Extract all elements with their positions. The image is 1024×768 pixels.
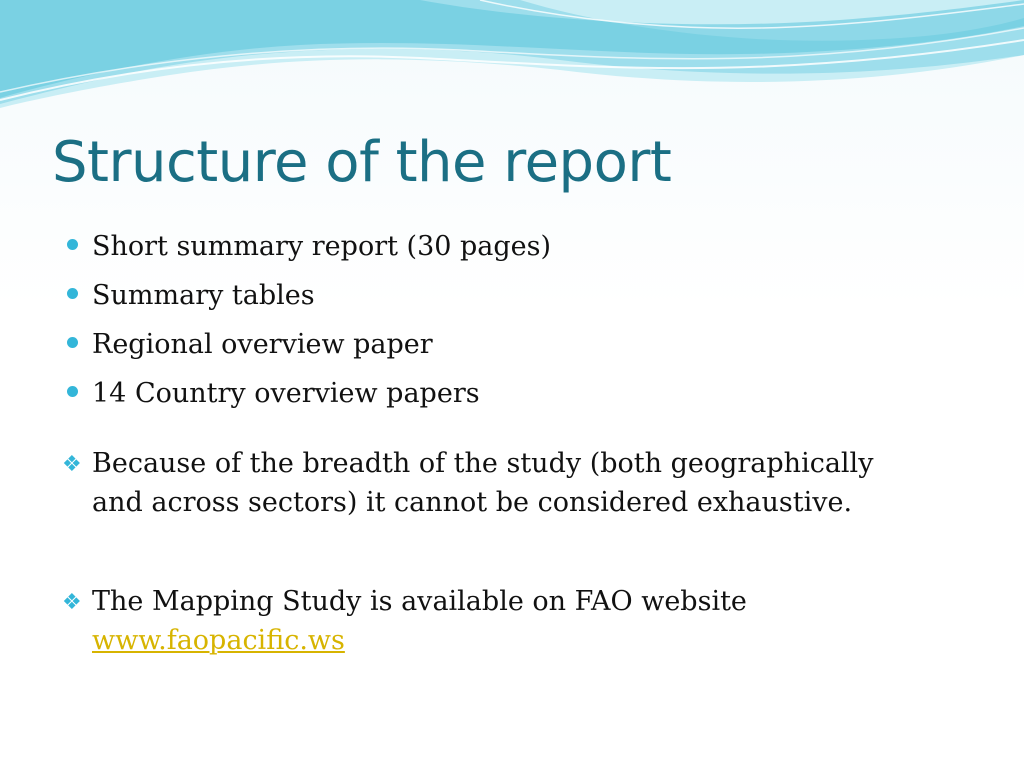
note-item <box>62 582 962 660</box>
fao-website-link[interactable]: www.faopacific.ws <box>92 625 345 656</box>
bullet-item <box>62 369 962 418</box>
bullet-dot-icon <box>67 239 78 250</box>
bullet-item <box>62 222 962 271</box>
bullet-list <box>62 222 962 418</box>
note-text-line: and across sectors) it cannot be considered exhaustive. <box>92 487 853 518</box>
note-text-line: Because of the breadth of the study (both geographically <box>92 448 874 479</box>
bullet-dot-icon <box>67 337 78 348</box>
bullet-text: Short summary report (30 pages) <box>92 231 552 262</box>
bullet-item <box>62 271 962 320</box>
bullet-text: Regional overview paper <box>92 329 433 360</box>
notes-section <box>62 444 962 660</box>
note-item <box>62 444 962 522</box>
diamond-bullet-icon: ❖ <box>62 590 82 615</box>
bullet-dot-icon <box>67 386 78 397</box>
slide-title: Structure of the report <box>52 130 672 195</box>
bullet-text: 14 Country overview papers <box>92 378 480 409</box>
bullet-dot-icon <box>67 288 78 299</box>
slide-content <box>62 222 962 720</box>
note-text-line: The Mapping Study is available on FAO website <box>92 586 747 617</box>
diamond-bullet-icon: ❖ <box>62 452 82 477</box>
bullet-item <box>62 320 962 369</box>
bullet-text: Summary tables <box>92 280 315 311</box>
header-wave-decoration <box>0 0 1024 130</box>
